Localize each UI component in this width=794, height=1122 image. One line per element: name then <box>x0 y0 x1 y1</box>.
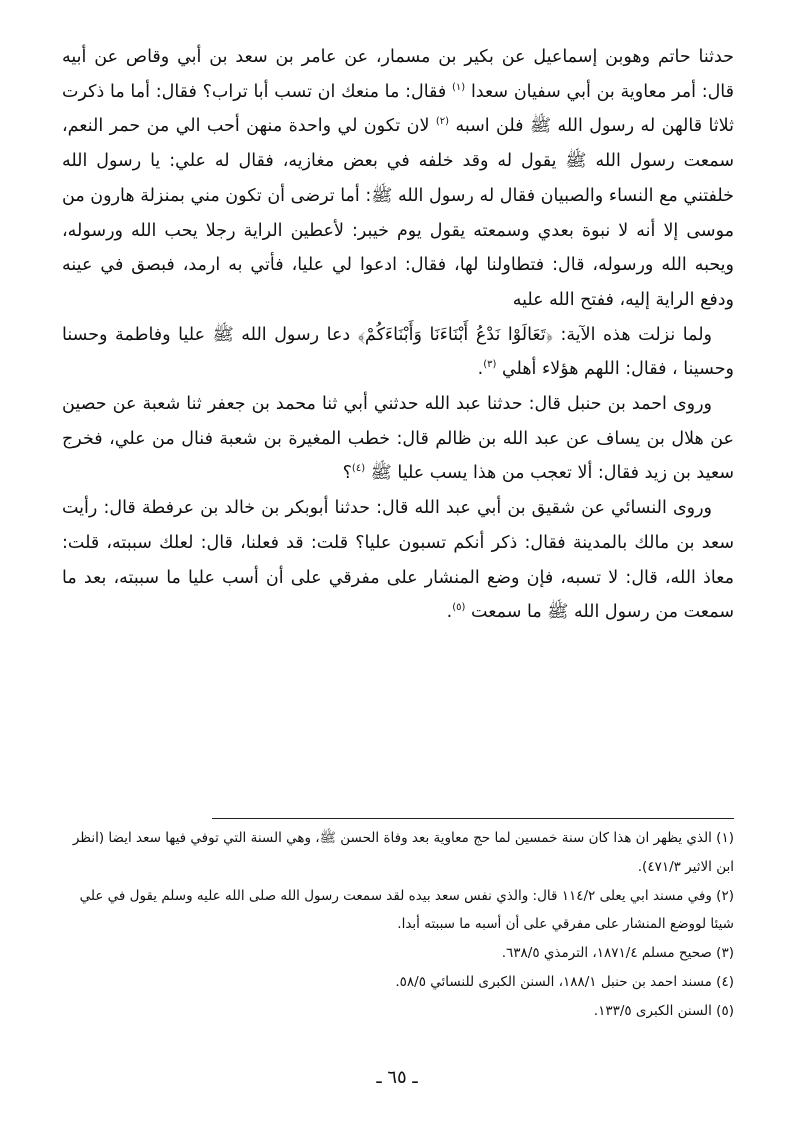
footnote-ref-5[interactable]: (٥) <box>452 602 466 614</box>
paragraph-3-cont: ؟ <box>342 463 352 484</box>
footnote-4: (٤) مسند احمد بن حنبل ١٨٨/١، السنن الكبرى للنسائي ٥٨/٥. <box>395 973 734 990</box>
paragraph-4 <box>62 491 734 630</box>
paragraph-1-cont2: لان تكون لي واحدة منهن أحب الي من حمر النعم، سمعت رسول الله ﷺ يقول له وقد خلفه في بعض مغازيه، فقال له علي: يا رسول الله خلفتني مع النساء والصبيان فقال له رسول الله ﷺ: أما ترضى أن تكون مني بمنزلة هارون من موسى إلا أنه لا نبوة بعدي وسمعته يقول يوم خيبر: لأعطين الراية رجلا يحب الله ورسوله، ويحبه الله ورسوله، قال: فتطاولنا لها، فقال: ادعوا لي عليا، فأتي به ارمد، فبصق في عينه ودفع الراية إليه، ففتح الله عليه <box>62 116 734 310</box>
footnotes <box>62 824 734 1026</box>
paragraph-1-cont: فقال: ما منعك ان تسب أبا تراب؟ فقال: أما ما ذكرت ثلاثا قالهن له رسول الله ﷺ فلن اسبه <box>62 81 734 137</box>
footnote-divider <box>212 818 734 819</box>
footnote-ref-1[interactable]: (١) <box>452 81 466 93</box>
paragraph-4-cont: . <box>446 602 453 623</box>
footnote-2: (٢) وفي مسند ابي يعلى ١١٤/٢ قال: والذي نفس سعد بيده لقد سمعت رسول الله صلى الله عليه وسلم يقول في علي شيئا لووضع المنشار على مفرقي على أن أسبه ما سببته أبدا. <box>79 887 734 933</box>
footnote-1: (١) الذي يظهر ان هذا كان سنة خمسين لما حج معاوية بعد وفاة الحسن ﷺ، وهي السنة التي توفي فيها سعد ايضا (انظر ابن الاثير ٤٧١/٣). <box>72 830 734 875</box>
footnote-5: (٥) السنن الكبرى ١٣٣/٥. <box>593 1002 734 1019</box>
paragraph-3-text: وروى احمد بن حنبل قال: حدثنا عبد الله حدثني أبي ثنا محمد بن جعفر ثنا شعبة عن حصين عن هلال بن يساف عن عبد الله بن ظالم قال: خطب المغيرة بن شعبة فنال من علي، فخرج سعيد بن زيد فقال: ألا تعجب من هذا يسب عليا ﷺ <box>62 394 734 484</box>
paragraph-4-text: وروى النسائي عن شقيق بن أبي عبد الله قال: حدثنا أبوبكر بن خالد بن عرفطة قال: رأيت سعد بن مالك بالمدينة فقال: ذكر أنكم تسبون عليا؟ قلت: قد فعلنا، قال: لعلك سببته، قلت: معاذ الله، قال: لا تسبه، فإن وضع المنشار على مفرقي على أن أسب عليا ما سببته، بعد ما سمعت من رسول الله ﷺ ما سمعت <box>62 498 734 623</box>
paragraph-1 <box>62 40 734 318</box>
footnote-ref-2[interactable]: (٢) <box>435 116 450 128</box>
footnote-3: (٣) صحيح مسلم ١٨٧١/٤، الترمذي ٦٣٨/٥. <box>501 945 734 962</box>
main-text <box>62 40 734 630</box>
footnote-ref-3[interactable]: (٣) <box>483 359 497 371</box>
paragraph-2-cont: . <box>477 359 484 380</box>
paragraph-3 <box>62 387 734 491</box>
paragraph-2-text: ولما نزلت هذه الآية: ﴿تَعَالَوْا نَدْعُ أَبْنَاءَنَا وَأَبْنَاءَكُمْ﴾ دعا رسول الله ﷺ عليا وفاطمة وحسنا وحسينا ، فقال: اللهم هؤلاء أهلي <box>62 324 734 380</box>
page-number: ـ ٦٥ ـ <box>376 1067 418 1088</box>
footnote-ref-4[interactable]: (٤) <box>351 463 366 475</box>
paragraph-1-text: حدثنا حاتم وهوبن إسماعيل عن بكير بن مسمار، عن عامر بن سعد بن أبي وقاص عن أبيه قال: أمر معاوية بن أبي سفيان سعدا <box>62 47 734 102</box>
paragraph-2 <box>62 318 734 387</box>
